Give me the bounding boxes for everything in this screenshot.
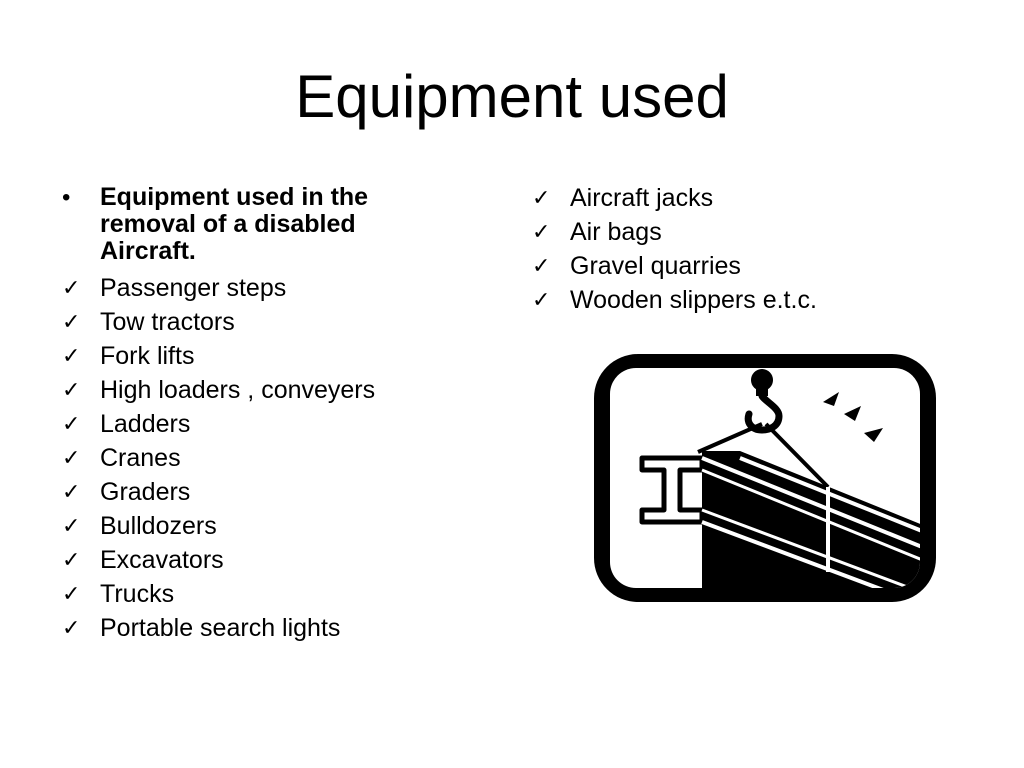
checkmark-icon: ✓ xyxy=(532,219,551,244)
list-item xyxy=(532,215,952,249)
list-item-label: Ladders xyxy=(100,410,191,438)
list-item-label: Tow tractors xyxy=(100,308,235,336)
crane-lifting-steel-beam-icon xyxy=(590,350,940,606)
list-item xyxy=(532,181,952,215)
list-item xyxy=(62,543,442,577)
list-item xyxy=(62,339,442,373)
list-item xyxy=(62,373,442,407)
list-item xyxy=(62,305,442,339)
checkmark-icon: ✓ xyxy=(62,343,81,368)
bullet-icon: • xyxy=(62,184,71,211)
list-item xyxy=(532,283,952,317)
list-item-label: Portable search lights xyxy=(100,614,341,642)
checkmark-icon: ✓ xyxy=(62,445,81,470)
list-item xyxy=(62,475,442,509)
list-item-label: Cranes xyxy=(100,444,181,472)
list-item-label: Aircraft jacks xyxy=(570,184,714,212)
checkmark-icon: ✓ xyxy=(62,547,81,572)
checkmark-icon: ✓ xyxy=(532,287,551,312)
list-item xyxy=(532,249,952,283)
list-item-label: Trucks xyxy=(100,580,175,608)
checkmark-icon: ✓ xyxy=(62,513,81,538)
list-item xyxy=(62,271,442,305)
list-item-label: Gravel quarries xyxy=(570,252,741,280)
checkmark-icon: ✓ xyxy=(62,479,81,504)
list-item xyxy=(62,611,442,645)
list-item xyxy=(62,509,442,543)
list-item-label: Air bags xyxy=(570,218,662,246)
list-item xyxy=(62,441,442,475)
list-item-label: Passenger steps xyxy=(100,274,287,302)
list-item-label: High loaders , conveyers xyxy=(100,376,376,404)
slide-title: Equipment used xyxy=(295,63,729,130)
equipment-list-left xyxy=(62,181,442,645)
list-item xyxy=(62,407,442,441)
list-item-label: Wooden slippers e.t.c. xyxy=(570,286,817,314)
checkmark-icon: ✓ xyxy=(62,411,81,436)
list-item-label: Graders xyxy=(100,478,191,506)
checkmark-icon: ✓ xyxy=(62,615,81,640)
checkmark-icon: ✓ xyxy=(532,253,551,278)
checkmark-icon: ✓ xyxy=(62,309,81,334)
list-item-label: Bulldozers xyxy=(100,512,217,540)
list-item xyxy=(62,577,442,611)
list-heading-text: Equipment used in the removal of a disabled Aircraft. xyxy=(100,183,369,265)
list-item-label: Excavators xyxy=(100,546,224,574)
list-heading xyxy=(62,181,442,271)
list-item-label: Fork lifts xyxy=(100,342,195,370)
checkmark-icon: ✓ xyxy=(62,377,81,402)
checkmark-icon: ✓ xyxy=(62,581,81,606)
checkmark-icon: ✓ xyxy=(62,275,81,300)
equipment-list-right xyxy=(532,181,952,317)
checkmark-icon: ✓ xyxy=(532,185,551,210)
